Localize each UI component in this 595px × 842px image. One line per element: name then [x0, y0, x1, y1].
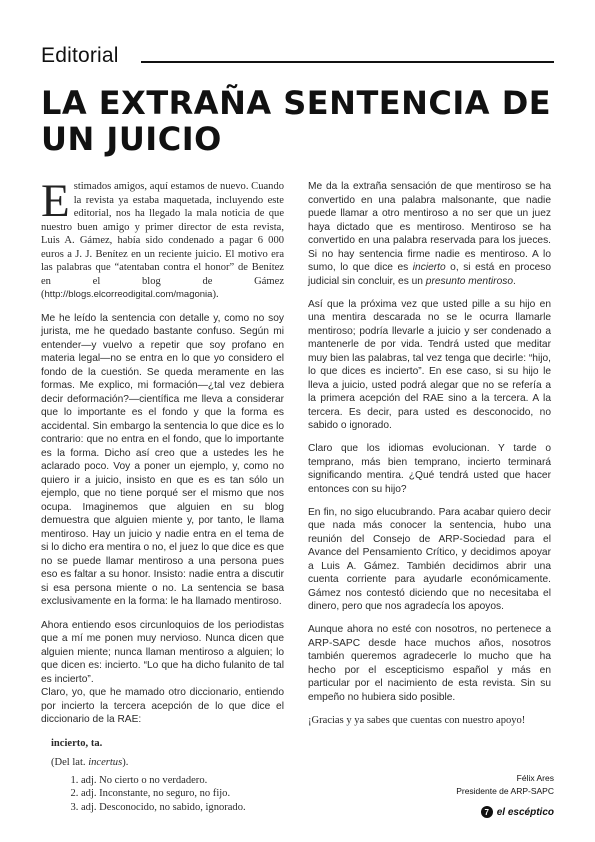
intro-paragraph	[41, 175, 284, 302]
definition-item: 2. adj. Inconstante, no seguro, no fijo.	[81, 787, 284, 801]
paragraph-gracias: ¡Gracias y ya sabes que cuentas con nuestro apoyo!	[308, 714, 526, 726]
section-header	[41, 44, 554, 68]
paragraph-hijo: Así que la próxima vez que usted pille a su hijo en una mentira descarada no se le ocurra llamarle mentiroso; podría llevarle a juicio y ser condenado a mantenerle de por vida. Tendrá usted que meditar muy bien las palabras, tal vez tenga que decirle: “hijo, lo que dices es incierto”. En ese caso, si su hijo le lleva a juicio, usted podrá alegar que no se refería a la primera acepción del RAE sino a la tercera. A la tercera. Es decir, para usted es desconocido, no sabido o ignorado.	[308, 298, 551, 431]
signature-role: Presidente de ARP-SAPC	[456, 786, 554, 796]
headline: LA EXTRAÑA SENTENCIA DE UN JUICIO	[41, 84, 552, 158]
paragraph-sentence: Me he leído la sentencia con detalle y, como no soy jurista, me he quedado bastante confuso. Según mi entender—y vuelvo a repetir que soy profano en materia legal—no se entra en lo que yo considero el fondo de la cuestión. Se queda meramente en las formas. Me explico, mi formación—¿tal vez debiera decir deformación?—científica me lleva a considerar que lo importante es el fondo y que la forma es accidental. Sin embargo la sentencia lo que dice es lo contrario: que no entra en el fondo, que lo importante es la forma. Dicho así creo que a ustedes les he aclarado poco. Voy a poner un ejemplo, y, como no quiero ir a juicio, insisto en que es es tan sólo un ejemplo, que no tiene porqué ser el mismo que nos ocupa. Imaginemos que alguien en su blog demuestra que alguien miente y, por tanto, le llama mentiroso. Hay un juicio y nadie entra en el tema de si lo dicho era mentira o no, el juez lo que dice es que no se puede llamar mentiroso a una persona pues eso es faltar a su honor. Insisto: nadie entra a discutir si esa persona miente o no. La sentencia se basa exclusivamente en la forma: le ha llamado mentiroso.	[41, 312, 284, 607]
intro-text: stimados amigos, aquí estamos de nuevo. Cuando la revista ya estaba maquetada, incluyendo este editorial, nos ha llegado la mala noticia de que nuestro buen amigo y primer director de esta revista, Luis A. Gámez, había sido condenado a pagar 6 000 euros a J. J. Benítez en un reciente juicio. El motivo era las palabras que “atentaban contra el honor” de Benítez en el blog de Gámez (	[41, 181, 284, 300]
signature-name: Félix Ares	[516, 773, 554, 783]
emphasis-presunto: presunto mentiroso	[425, 275, 514, 287]
sensation-text-2: o, si está en proceso judicial sin concluir, es un	[308, 262, 551, 287]
paragraph-circunloquios: Ahora entiendo esos circunloquios de los periodistas que a mí me ponen muy nervioso. Nunca dicen que alguien miente; nunca llaman mentiroso a alguien; lo que dicen es: incierto. “Lo que ha dicho fulanito de tal es incierto”.	[41, 619, 284, 685]
paragraph-idiomas: Claro que los idiomas evolucionan. Y tarde o temprano, más bien temprano, incierto terminará significando mentira. ¿Qué tendrá usted que hacer entonces con su hijo?	[308, 443, 551, 495]
page-number: 7	[481, 806, 493, 818]
paragraph-dictionary: Claro, yo, que he mamado otro diccionario, entiendo por incierto la tercera acepción de lo que dice el diccionario de la RAE:	[41, 687, 284, 725]
paragraph-agradecer: Aunque ahora no esté con nosotros, no pertenece a ARP-SAPC desde hace muchos años, nosotros también queremos agradecerle lo mucho que ha hecho por el escepticismo español y más en particular por el nacimiento de esta revista. Sin su empeño no hubiera sido posible.	[308, 624, 551, 703]
etymology-word: incertus	[88, 757, 123, 768]
right-column	[308, 180, 551, 737]
paragraph-reunion: En fin, no sigo elucubrando. Para acabar quiero decir que nada más conocer la sentencia, hubo una reunión del Consejo de ARP-Sociedad para el Avance del Pensamiento Crítico, y decidimos apoyar a Luis A. Gámez. También decidimos abrir una cuenta corriente para ayudarle económicamente. Gámez nos contestó diciendo que no necesitaba el dinero, pero que nos agradecía los apoyos.	[308, 506, 551, 612]
blog-url: http://blogs.elcorreodigital.com/magonia	[44, 289, 213, 300]
paragraph-sensation	[308, 180, 551, 288]
signature	[456, 772, 554, 798]
definition-item: 3. adj. Desconocido, no sabido, ignorado.	[81, 801, 284, 815]
etymology-suffix: ).	[122, 757, 129, 768]
intro-text-end: ).	[212, 289, 219, 300]
definition-item: 1. adj. No cierto o no verdadero.	[81, 774, 284, 788]
definition-term: incierto, ta.	[51, 737, 103, 749]
drop-cap: E	[41, 175, 70, 227]
page-footer	[481, 806, 554, 818]
sensation-text-end: .	[513, 275, 516, 287]
left-column	[41, 175, 284, 814]
sensation-text: Me da la extraña sensación de que mentiroso se ha convertido en una palabra malsonante, que nadie puede llamar a otro mentiroso a no ser que un juez haya dictado que es mentiroso. Mentiroso se ha convertido en una palabra reservada para los jueces. Si no hay sentencia firme nadie es mentiroso. A lo sumo, lo que dice es	[308, 181, 551, 273]
section-label: Editorial	[41, 44, 119, 67]
etymology-prefix: (Del lat.	[51, 757, 89, 768]
definition-list	[63, 774, 284, 815]
definition-etymology	[51, 756, 284, 770]
section-rule	[141, 61, 554, 63]
emphasis-incierto: incierto	[412, 262, 446, 273]
magazine-name: el escéptico	[496, 806, 554, 818]
